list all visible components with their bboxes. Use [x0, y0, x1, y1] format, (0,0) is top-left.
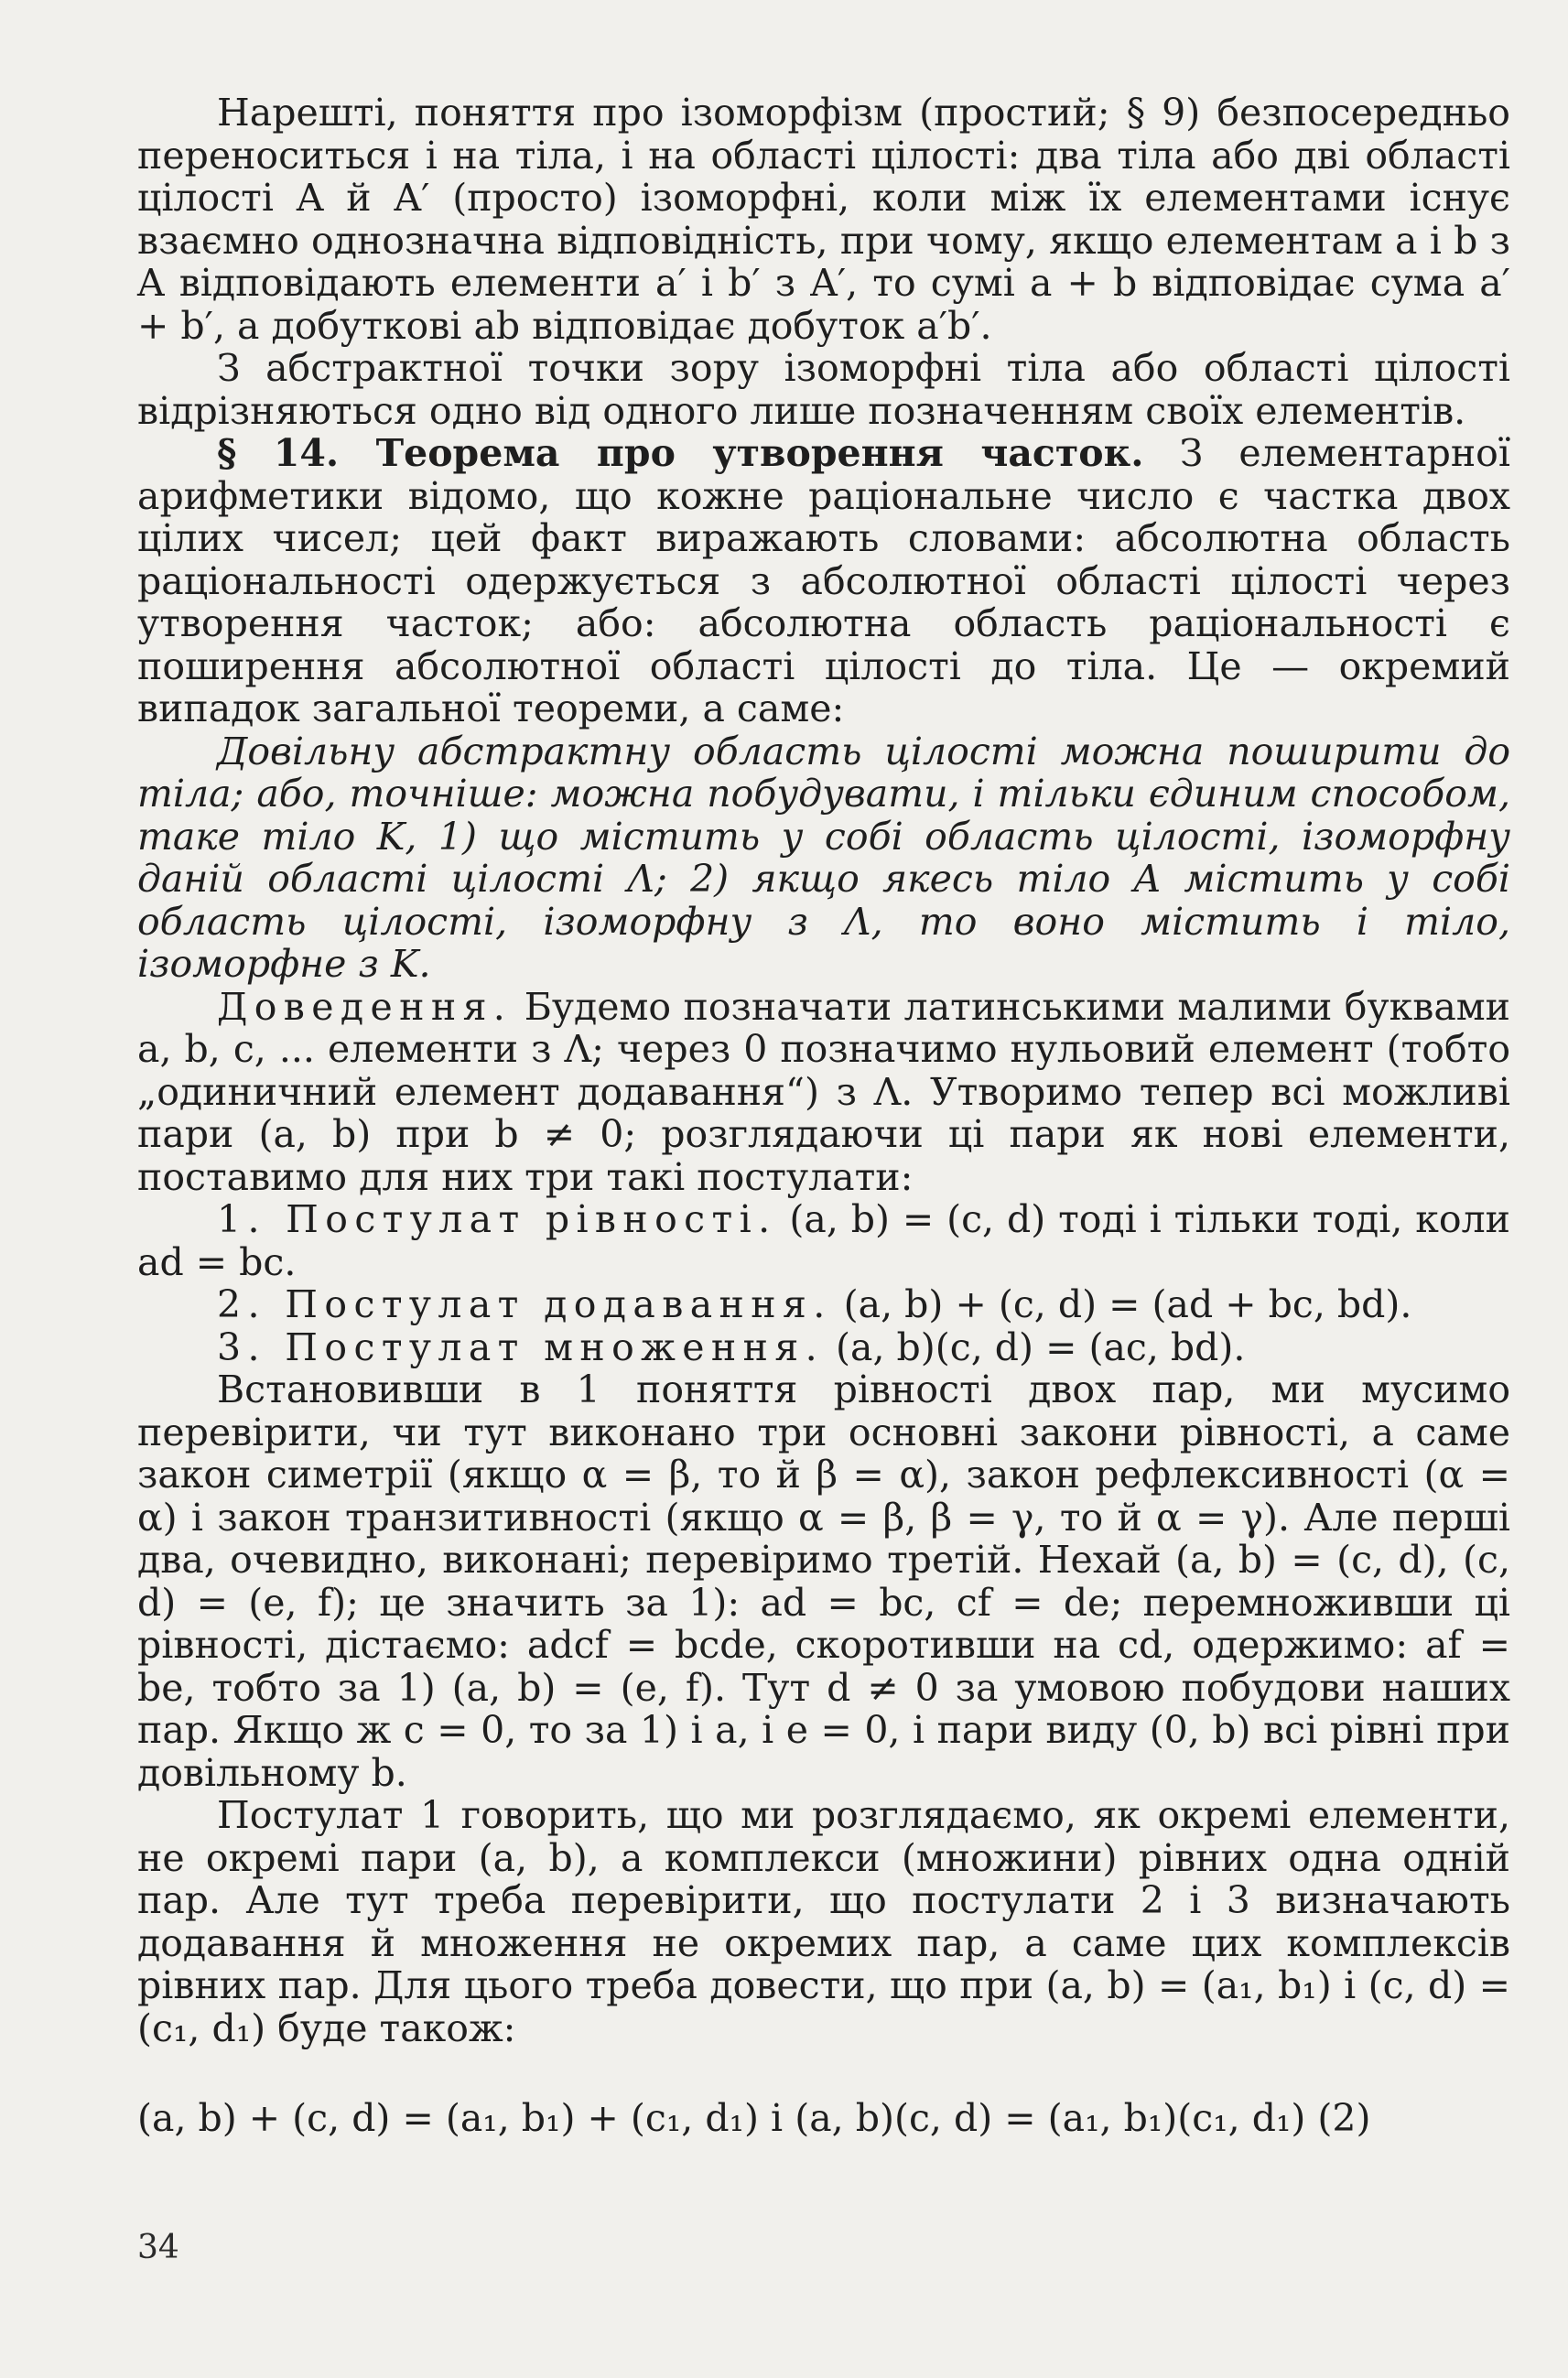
postulate-3-text: (a, b)(c, d) = (ac, bd). — [836, 1324, 1246, 1369]
postulate-1-text: (a, b) = (c, d) тоді і тільки тоді, коли ad = bc. — [137, 1197, 1510, 1284]
postulate-3-label: 3. Постулат множення. — [217, 1324, 824, 1369]
equation-2: (a, b) + (c, d) = (a₁, b₁) + (c₁, d₁) і (a, b)(c, d) = (a₁, b₁)(c₁, d₁) (2) — [137, 2096, 1371, 2140]
section-heading: § 14. Теорема про утворення часток. — [217, 431, 1144, 475]
section-14 — [137, 432, 1510, 730]
theorem-text: Довільну абстрактну область цілості можна поширити до тіла; або, точніше: можна побудувати, і тільки єдиним способом, таке тіло K, 1) що містить у собі область цілості, ізоморфну даній області цілості Λ; 2) якщо якесь тіло A містить у собі область цілості, ізоморфну з Λ, то воно містить і тіло, ізоморфне з K. — [137, 729, 1510, 986]
page-number: 34 — [137, 2229, 179, 2266]
postulate-2-label: 2. Постулат додавання. — [217, 1282, 832, 1326]
paragraph-isomorphism: Нарешті, поняття про ізоморфізм (простий; § 9) безпосередньо переноситься і на тіла, і на області цілості: два тіла або дві області цілості A й A′ (просто) ізоморфні, коли між їх елементами існує взаємно однозначна відповідність, при чому, якщо елементам a і b з A відповідають елементи a′ і b′ з A′, то сумі a + b відповідає сума a′ + b′, а добуткові ab відповідає добуток a′b′. — [137, 91, 1510, 348]
paragraph-abstract-view: З абстрактної точки зору ізоморфні тіла або області цілості відрізняються одно від одного лише позначенням своїх елементів. — [137, 346, 1510, 433]
postulate-1-label: 1. Постулат рівності. — [217, 1197, 777, 1241]
paragraph-complexes: Постулат 1 говорить, що ми розглядаємо, як окремі елементи, не окремі пари (a, b), а комплекси (множини) рівних одна одній пар. Але тут треба перевірити, що постулати 2 і 3 визначають додавання й множення не окремих пар, а саме цих комплексів рівних пар. Для цього треба довести, що при (a, b) = (a₁, b₁) і (c, d) = (c₁, d₁) буде також: — [137, 1793, 1510, 2050]
postulate-2-text: (a, b) + (c, d) = (ad + bc, bd). — [843, 1282, 1412, 1326]
theorem-statement — [137, 730, 1510, 986]
proof-label: Доведення. — [217, 984, 513, 1029]
postulate-1 — [137, 1198, 1510, 1283]
section-intro: З елементарної арифметики відомо, що кожне раціональне число є частка двох цілих чисел; цей факт виражають словами: абсолютна область раціональності одержується з абсолютної області цілості через утворення часток; або: абсолютна область раціональності є поширення абсолютної області цілості до тіла. Це — окремий випадок загальної теореми, а саме: — [137, 431, 1510, 730]
page-body — [137, 92, 1510, 2140]
proof-paragraph — [137, 986, 1510, 1199]
proof-text: Будемо позначати латинськими малими буквами a, b, c, ... елементи з Λ; через 0 позначимо нульовий елемент (тобто „одиничний елемент додавання“) з Λ. Утворимо тепер всі можливі пари (a, b) при b ≠ 0; розглядаючи ці пари як нові елементи, поставимо для них три такі постулати: — [137, 984, 1510, 1199]
postulate-3 — [137, 1326, 1510, 1369]
paragraph-equality-laws: Встановивши в 1 поняття рівності двох пар, ми мусимо перевірити, чи тут виконано три основні закони рівності, а саме закон симетрії (якщо α = β, то й β = α), закон рефлексивності (α = α) і закон транзитивності (якщо α = β, β = γ, то й α = γ). Але перші два, очевидно, виконані; перевіримо третій. Нехай (a, b) = (c, d), (c, d) = (e, f); це значить за 1): ad = bc, cf = de; перемноживши ці рівності, дістаємо: adcf = bcde, скоротивши на cd, одержимо: af = be, тобто за 1) (a, b) = (e, f). Тут d ≠ 0 за умовою побудови наших пар. Якщо ж c = 0, то за 1) і a, і e = 0, і пари виду (0, b) всі рівні при довільному b. — [137, 1367, 1510, 1795]
postulate-2 — [137, 1283, 1510, 1326]
